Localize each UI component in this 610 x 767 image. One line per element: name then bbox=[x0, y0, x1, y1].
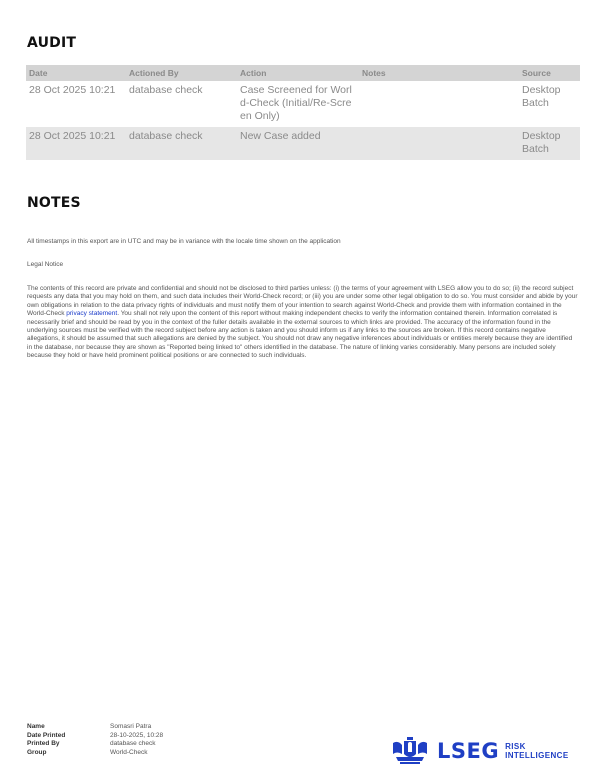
cell-action: New Case added bbox=[237, 127, 359, 160]
name-label: Name bbox=[27, 723, 45, 730]
timestamp-note: All timestamps in this export are in UTC and may be in variance with the locale time shown on the application bbox=[27, 238, 341, 245]
legal-text-part2: . You shall not rely upon the content of this report without making independent checks to verify the information contained therein. Information correlated is necessarily brief and should be read by you in the context of the fuller details available in the external sources to which links are provided. The accuracy of the information found in the underlying sources must be verified with the record subject before any action is taken and you should inform us if any links to the sources are broken. If this record contains negative allegations, it should be assumed that such allegations are denied by the subject. You should not draw any negative inferences about individuals or entities merely because they are identified in the database, nor because they are shown as "Reported being linked to" others identified in the database. The nature of linking varies considerably. Many persons are included solely because they hold or have held prominent political positions or are connected to such individuals. bbox=[27, 310, 573, 360]
cell-source: Desktop Batch bbox=[519, 127, 580, 160]
privacy-statement-link[interactable]: privacy statement bbox=[66, 310, 118, 318]
cell-date: 28 Oct 2025 10:21 bbox=[26, 127, 126, 160]
legal-notice-body bbox=[27, 285, 579, 361]
cell-actioned-by: database check bbox=[126, 127, 237, 160]
name-value: Somasri Patra bbox=[110, 723, 152, 730]
group-value: World-Check bbox=[110, 748, 148, 756]
footer-row-group bbox=[27, 749, 163, 758]
table-row bbox=[26, 81, 580, 127]
footer-row-printed-by bbox=[27, 740, 163, 749]
group-label: Group bbox=[27, 748, 47, 756]
lseg-wordmark: LSEG bbox=[437, 739, 500, 763]
cell-source: Desktop Batch bbox=[522, 84, 561, 109]
lseg-subtitle bbox=[499, 742, 568, 760]
cell-action: Case Screened for World-Check (Initial/Re-Screen Only) bbox=[240, 84, 352, 122]
table-row bbox=[26, 127, 580, 160]
column-header-source: Source bbox=[519, 65, 580, 81]
audit-header-row bbox=[26, 65, 580, 81]
printed-by-value: database check bbox=[110, 740, 156, 747]
audit-title: AUDIT bbox=[27, 35, 77, 51]
lseg-crest-icon bbox=[390, 737, 430, 765]
legal-text-part1: The contents of this record are private and confidential and should not be disclosed to third parties unless: (i) the terms of your agreement with LSEG allow you to do so; (ii) the record subject requests any data that you may hold on them, and such data includes their World-Check record; or (iii) you are under some other legal obligation to do so. You must consider and abide by your own obligations in relation to the data privacy rights of individuals and must notify them of your intention to search against World-Check and provide them with information contained in the World-Check bbox=[27, 285, 578, 318]
legal-notice-title: Legal Notice bbox=[27, 261, 64, 268]
logo-sub-line1: RISK bbox=[505, 742, 526, 751]
footer-row-name bbox=[27, 723, 163, 732]
printed-by-label: Printed By bbox=[27, 740, 60, 747]
cell-date: 28 Oct 2025 10:21 bbox=[29, 84, 116, 96]
cell-actioned-by: database check bbox=[129, 84, 203, 96]
audit-table bbox=[26, 65, 580, 160]
lseg-logo bbox=[390, 737, 569, 765]
print-info-footer bbox=[27, 723, 163, 757]
column-header-date: Date bbox=[26, 65, 126, 81]
column-header-actioned-by: Actioned By bbox=[126, 65, 237, 81]
footer-row-date bbox=[27, 732, 163, 741]
notes-title: NOTES bbox=[27, 195, 81, 211]
logo-sub-line2: INTELLIGENCE bbox=[505, 751, 569, 760]
column-header-action: Action bbox=[237, 65, 359, 81]
date-printed-value: 28-10-2025, 10:28 bbox=[110, 731, 164, 739]
cell-notes bbox=[359, 81, 519, 127]
column-header-notes: Notes bbox=[359, 65, 519, 81]
date-printed-label: Date Printed bbox=[27, 731, 66, 739]
cell-notes bbox=[359, 127, 519, 160]
